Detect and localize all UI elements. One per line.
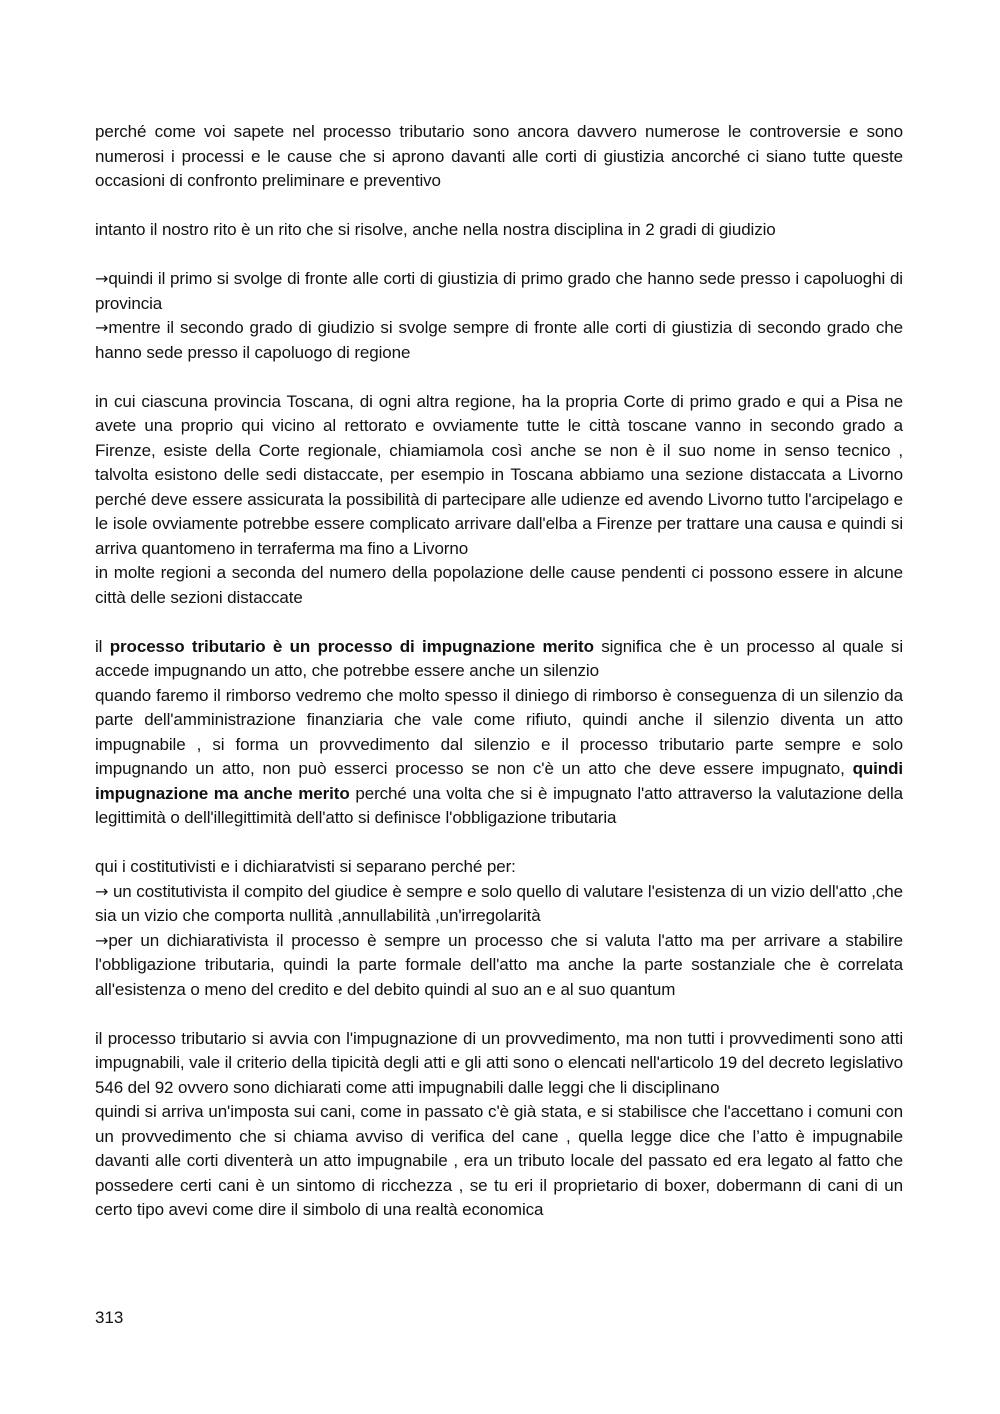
- page-number: 313: [95, 1308, 124, 1327]
- text-run: il: [95, 636, 110, 656]
- arrow-right-icon: →: [95, 269, 109, 288]
- paragraph-primo-grado: [95, 267, 903, 316]
- paragraph-rimborso: [95, 684, 903, 831]
- paragraph-gap: [95, 365, 903, 390]
- paragraph-gap: [95, 1002, 903, 1027]
- arrow-right-icon: →: [95, 881, 109, 901]
- paragraph-impugnazione-merito: [95, 635, 903, 684]
- paragraph-gap: [95, 243, 903, 268]
- paragraph-secondo-grado: [95, 316, 903, 365]
- paragraph-primo-grado-text: quindi il primo si svolge di fronte alle corti di giustizia di primo grado che hanno sede presso i capoluoghi di provincia: [95, 269, 903, 313]
- paragraph-toscana: in cui ciascuna provincia Toscana, di ogni altra regione, ha la propria Corte di primo grado e qui a Pisa ne avete una proprio qui vicino al rettorato e ovviamente tutte le città toscane vanno in secondo grado a Firenze, esiste della Corte regionale, chiamiamola così anche se non è il suo nome in senso tecnico , talvolta esistono delle sedi distaccate, per esempio in Toscana abbiamo una sezione distaccata a Livorno perché deve essere assicurata la possibilità di partecipare alle udienze ed avendo Livorno tutto l'arcipelago e le isole ovviamente potrebbe essere complicato arrivare dall'elba a Firenze per trattare una causa e quindi si arriva quantomeno in terraferma ma fino a Livorno: [95, 391, 903, 558]
- paragraph-atti-impugnabili: il processo tributario si avvia con l'impugnazione di un provvedimento, ma non tutti i provvedimenti sono atti impugnabili, vale il criterio della tipicità degli atti e gli atti sono o elencati nell'articolo 19 del decreto legislativo 546 del 92 ovvero sono dichiarati come atti impugnabili dalle leggi che li disciplinano: [95, 1028, 903, 1097]
- paragraph-sezioni-distaccate: in molte regioni a seconda del numero della popolazione delle cause pendenti ci possono essere in alcune città delle sezioni distaccate: [95, 563, 903, 607]
- arrow-right-icon: →: [95, 930, 109, 950]
- document-body: [95, 120, 903, 1223]
- paragraph-gap: [95, 831, 903, 856]
- text-run: perché una volta che si è impugnato l'atto attraverso la valutazione della legittimità o dell'illegittimità dell'atto si definisce l'obbligazione tributaria: [95, 783, 903, 827]
- bold-text: quindi impugnazione ma anche merito: [95, 759, 903, 803]
- paragraph-gap: [95, 194, 903, 219]
- paragraph-costitutivisti: qui i costitutivisti e i dichiaratvisti si separano perché per:: [95, 857, 516, 876]
- paragraph-dichiarativista: [95, 929, 903, 1003]
- paragraph-secondo-grado-text: mentre il secondo grado di giudizio si svolge sempre di fronte alle corti di giustizia di secondo grado che hanno sede presso il capoluogo di regione: [95, 318, 903, 362]
- text-run: significa che è un processo al quale si accede impugnando un atto, che potrebbe essere anche un silenzio: [95, 636, 904, 680]
- paragraph-costitutivista-text: un costitutivista il compito del giudice è sempre e solo quello di valutare l'esistenza di un vizio dell'atto ,che sia un vizio che comporta nullità ,annullabilità ,un'irregolarità: [95, 881, 903, 925]
- text-run: quando faremo il rimborso vedremo che molto spesso il diniego di rimborso è conseguenza di un silenzio da parte dell'amministrazione finanziaria che vale come rifiuto, quindi anche il silenzio diventa un atto impugnabile , si forma un provvedimento dal silenzio e il processo tributario parte sempre e solo impugnando un atto, non può esserci processo se non c'è un atto che deve essere impugnato,: [95, 685, 903, 778]
- bold-text: processo tributario è un processo di impugnazione merito: [109, 636, 594, 656]
- arrow-right-icon: →: [95, 318, 109, 337]
- paragraph-gradi-giudizio: intanto il nostro rito è un rito che si risolve, anche nella nostra disciplina in 2 gradi di giudizio: [95, 220, 776, 239]
- paragraph-gap: [95, 610, 903, 635]
- paragraph-costitutivista: [95, 880, 903, 929]
- paragraph-dichiarativista-text: per un dichiarativista il processo è sempre un processo che si valuta l'atto ma per arrivare a stabilire l'obbligazione tributaria, quindi la parte formale dell'atto ma anche la parte sostanziale che è correlata all'esistenza o meno del credito e del debito quindi al suo an e al suo quantum: [95, 930, 903, 999]
- paragraph-imposta-cani: quindi si arriva un'imposta sui cani, come in passato c'è già stata, e si stabilisce che l'accettano i comuni con un provvedimento che si chiama avviso di verifica del cane , quella legge dice che l’atto è impugnabile davanti alle corti diventerà un atto impugnabile , era un tributo locale del passato ed era legato al fatto che possedere certi cani è un sintomo di ricchezza , se tu eri il proprietario di boxer, dobermann di cani di un certo tipo avevi come dire il simbolo di una realtà economica: [95, 1102, 903, 1219]
- paragraph-controversie: perché come voi sapete nel processo tributario sono ancora davvero numerose le controversie e sono numerosi i processi e le cause che si aprono davanti alle corti di giustizia ancorché ci siano tutte queste occasioni di confronto preliminare e preventivo: [95, 122, 903, 190]
